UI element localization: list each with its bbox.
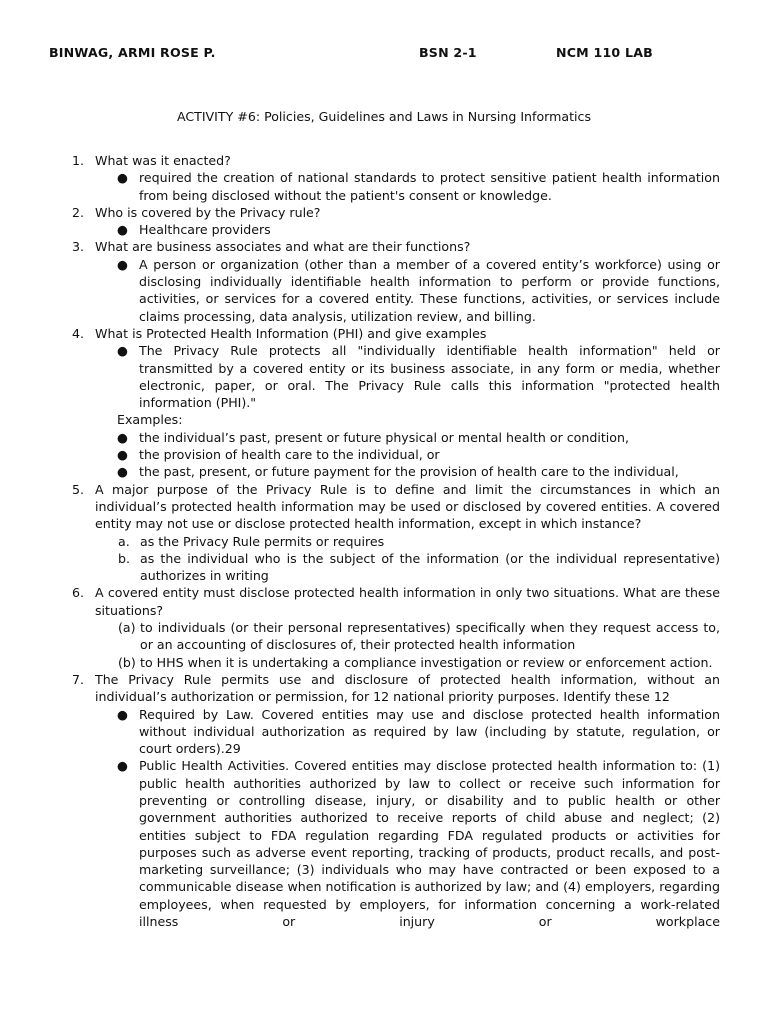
bullet-marker: ●	[117, 429, 128, 445]
bullet-marker: ●	[117, 343, 128, 359]
answer-text: Required by Law. Covered entities may use and disclose protected health information without individual authorization as required by law (including by statute, regulation, or court orders).29	[139, 706, 720, 757]
question-text: A covered entity must disclose protected health information in only two situations. What are these situations?	[95, 585, 720, 618]
question-4	[0, 325, 768, 342]
answer-text: Public Health Activities. Covered entities may disclose protected health information to: (1) public health authorities authorized by law to collect or receive such information for preventing or controlling disease, injury, or disability and to public health or other government authorities authorized to receive reports of child abuse and neglect; (2) entities subject to FDA regulation regarding FDA regulated products or activities for purposes such as adverse event reporting, tracking of products, product recalls, and post-marketing surveillance; (3) individuals who may have contracted or been exposed to a communicable disease when notification is authorized by law; and (4) employers, regarding employees, when requested by employers, for information concerning a work-related illness or injury or workplace	[139, 758, 720, 930]
bullet-marker: ●	[117, 256, 128, 272]
activity-title: ACTIVITY #6: Policies, Guidelines and Laws in Nursing Informatics	[176, 109, 592, 124]
example-text: the past, present, or future payment for the provision of health care to the individual,	[139, 464, 679, 480]
answer-text: A person or organization (other than a member of a covered entity’s workforce) using or disclosing individually identifiable health information to perform or provide functions, activities, or services for a covered entity. These functions, activities, or services include claims processing, data analysis, utilization review, and billing.	[139, 256, 720, 324]
example-text: the provision of health care to the individual, or	[139, 447, 440, 463]
question-number: 3.	[72, 239, 85, 255]
question-list	[0, 152, 768, 930]
question-7	[0, 671, 768, 706]
situation-answer	[0, 654, 768, 671]
question-text: What was it enacted?	[95, 153, 231, 168]
example-bullet	[0, 446, 768, 463]
situation-marker: (a)	[118, 620, 136, 636]
bullet-marker: ●	[117, 222, 128, 238]
student-section: BSN 2-1	[419, 45, 477, 60]
example-bullet	[0, 429, 768, 446]
answer-text: to individuals (or their personal representatives) specifically when they request access to, or an accounting of disclosures of, their protected health information	[140, 620, 720, 653]
answer-bullet	[0, 757, 768, 930]
question-number: 1.	[72, 153, 85, 168]
lettered-answer	[0, 550, 768, 585]
question-3	[0, 238, 768, 255]
answer-text: The Privacy Rule protects all "individually identifiable health information" held or transmitted by a covered entity or its business associate, in any form or media, whether electronic, paper, or oral. The Privacy Rule calls this information "protected health information (PHI)."	[139, 343, 720, 411]
question-6	[0, 584, 768, 619]
answer-text: to HHS when it is undertaking a compliance investigation or review or enforcement action.	[140, 654, 713, 670]
bullet-marker: ●	[117, 758, 128, 774]
situation-answer	[0, 619, 768, 654]
bullet-marker: ●	[117, 464, 128, 480]
question-number: 5.	[72, 481, 85, 497]
letter-marker: b.	[118, 550, 130, 566]
bullet-marker: ●	[117, 706, 128, 722]
letter-marker: a.	[118, 533, 130, 549]
question-number: 4.	[72, 325, 85, 341]
answer-text: required the creation of national standards to protect sensitive patient health information from being disclosed without the patient's consent or knowledge.	[139, 170, 720, 203]
situation-marker: (b)	[118, 654, 136, 670]
question-5	[0, 481, 768, 533]
answer-bullet	[0, 221, 768, 238]
student-name: BINWAG, ARMI ROSE P.	[49, 45, 216, 60]
question-text: What are business associates and what are their functions?	[95, 239, 471, 255]
answer-bullet	[0, 256, 768, 325]
question-number: 6.	[72, 585, 85, 601]
bullet-marker: ●	[117, 170, 128, 186]
answer-text: Healthcare providers	[139, 222, 271, 238]
course-code: NCM 110 LAB	[556, 45, 653, 60]
question-text: A major purpose of the Privacy Rule is to define and limit the circumstances in which an individual’s protected health information may be used or disclosed by covered entities. A covered entity may not use or disclose protected health information, except in which instance?	[95, 481, 720, 532]
answer-bullet	[0, 169, 768, 204]
example-text: the individual’s past, present or future physical or mental health or condition,	[139, 429, 629, 445]
question-text: What is Protected Health Information (PHI) and give examples	[95, 325, 487, 341]
question-text: The Privacy Rule permits use and disclosure of protected health information, without an individual’s authorization or permission, for 12 national priority purposes. Identify these 12	[95, 671, 720, 705]
lettered-answer	[0, 533, 768, 550]
bullet-marker: ●	[117, 447, 128, 463]
answer-bullet	[0, 342, 768, 411]
question-text: Who is covered by the Privacy rule?	[95, 204, 321, 220]
question-number: 7.	[72, 671, 85, 687]
examples-label: Examples:	[117, 412, 183, 428]
question-1	[0, 152, 768, 169]
answer-bullet	[0, 706, 768, 758]
question-2	[0, 204, 768, 221]
question-number: 2.	[72, 204, 85, 220]
answer-text: as the Privacy Rule permits or requires	[140, 533, 385, 549]
example-bullet	[0, 463, 768, 480]
answer-text: as the individual who is the subject of the information (or the individual representative) authorizes in writing	[140, 550, 720, 584]
